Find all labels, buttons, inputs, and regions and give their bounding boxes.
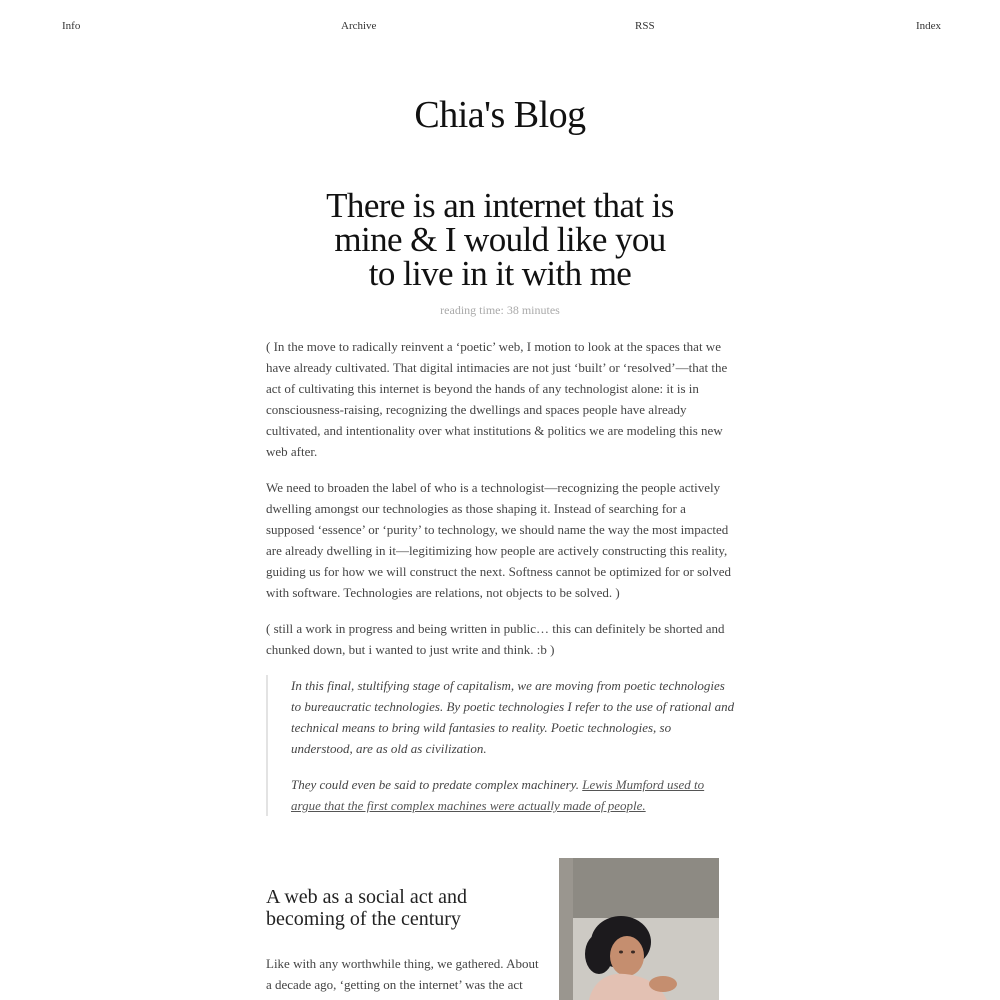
intro-paragraph-2: We need to broaden the label of who is a technologist—recognizing the people actively dwelling amongst our technologies as those shaping it. Instead of searching for a supposed ‘essence’ or ‘purity’ to technology, we should name the way the most impacted are already dwelling in it—legitimizing how people are actively constructing this reality, guiding us for how we will construct the next. Softness cannot be optimized for or solved with software. Technologies are relations, not objects to be solved. ): [266, 480, 732, 600]
quote-paragraph-1: In this final, stultifying stage of capitalism, we are moving from poetic technologies to bureaucratic technologies. By poetic technologies I refer to the use of rational and technical means to bring wild fantasies to reality. Poetic technologies, so understood, are as old as civilization.: [291, 678, 735, 756]
photo-wall: [559, 858, 719, 918]
quote-paragraph-2: [291, 774, 736, 816]
mumford-link[interactable]: Lewis Mumford used to argue that the first complex machines were actually made of people.: [291, 777, 705, 813]
section-heading: A web as a social act and becoming of the century: [266, 886, 468, 930]
photo-eye-right: [631, 951, 635, 954]
reading-time-label: reading time:: [440, 303, 504, 317]
work-in-progress-note: ( still a work in progress and being written in public… this can definitely be shorted and chunked down, but i wanted to just write and think. :b ): [266, 621, 725, 657]
post-title-line-2: mine & I would like you: [334, 220, 666, 259]
post-body: [266, 336, 736, 816]
photo-drawing: [559, 858, 719, 1000]
nav-link-info[interactable]: Info: [62, 20, 81, 32]
quote-paragraph-2-text: They could even be said to predate complex machinery.: [291, 777, 579, 792]
intro-paragraph-1: ( In the move to radically reinvent a ‘poetic’ web, I motion to look at the spaces that we have already cultivated. That digital intimacies are not just ‘built’ or ‘resolved’—that the act of cultivating this internet is beyond the hands of any technologist alone: it is in consciousness-raising, recognizing the dwellings and spaces people have already cultivated, and intentionality over what institutions & politics we are modeling this new web after.: [266, 339, 728, 459]
nav-link-archive[interactable]: Archive: [341, 20, 377, 32]
top-nav: [0, 20, 1000, 36]
photo-eye-left: [619, 951, 623, 954]
site-title[interactable]: Chia's Blog: [414, 94, 586, 136]
photo-hair-side: [585, 934, 613, 974]
nav-link-rss[interactable]: RSS: [635, 20, 655, 32]
post-title-line-1: There is an internet that is: [326, 186, 674, 225]
post-title: [300, 186, 700, 293]
person-photo: [559, 858, 719, 1000]
photo-left-edge: [559, 858, 573, 1000]
nav-link-index[interactable]: Index: [916, 20, 942, 32]
photo-hand: [649, 976, 677, 992]
block-quote: [266, 675, 736, 816]
post-title-line-3: to live in it with me: [368, 254, 632, 293]
reading-time: [0, 303, 1000, 318]
photo-face: [610, 936, 644, 976]
reading-time-value: 38 minutes: [506, 303, 560, 317]
section-paragraph: Like with any worthwhile thing, we gathered. About a decade ago, ‘getting on the internet’ was the act: [266, 956, 539, 992]
